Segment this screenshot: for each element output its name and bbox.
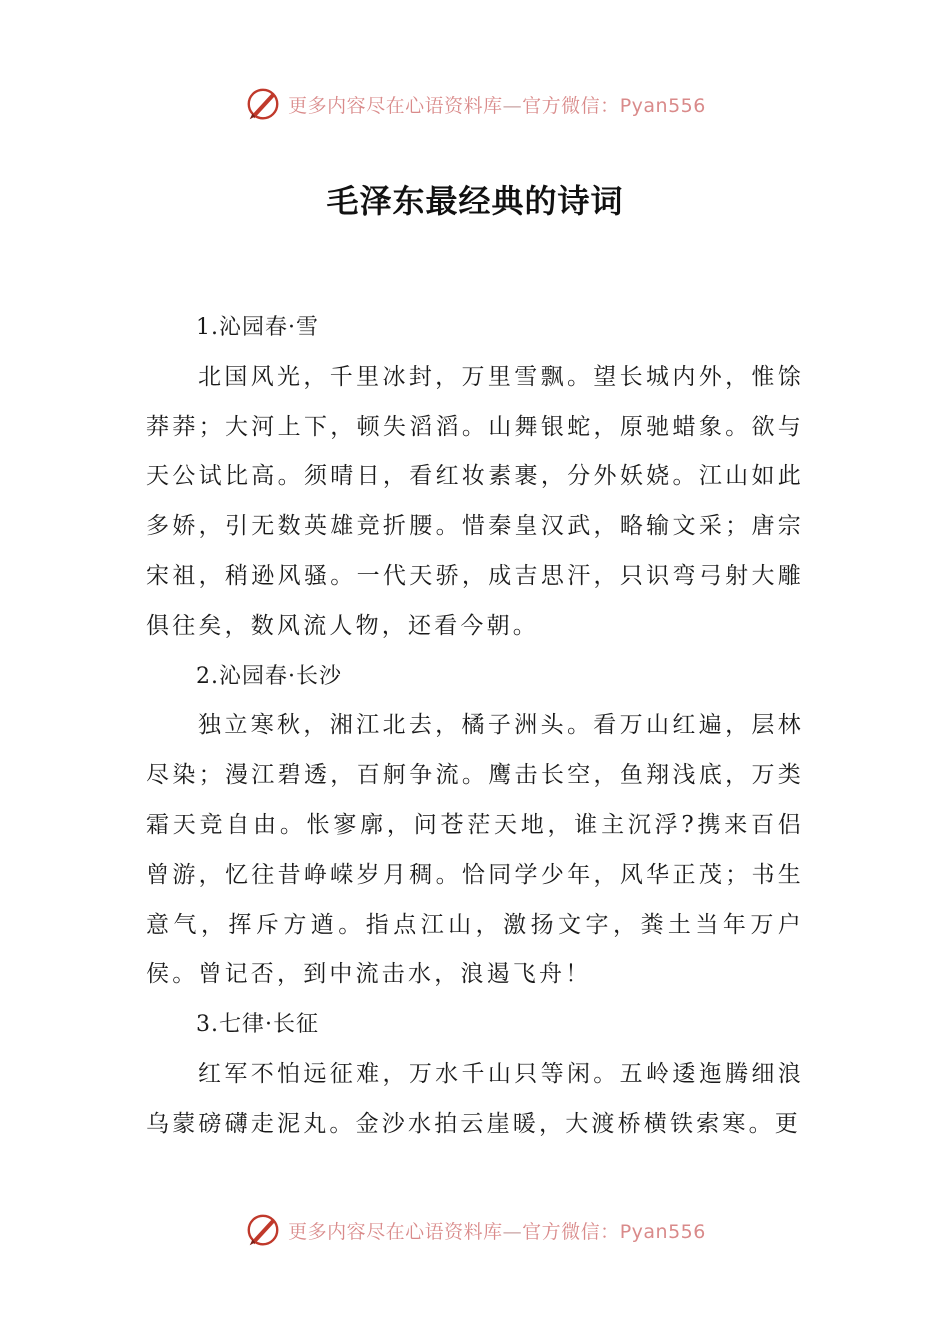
poem-text: 北国风光，千里冰封，万里雪飘。望长城内外，惟馀莽莽；大河上下，顿失滔滔。山舞银蛇，原驰蜡象。欲与天公试比高。须晴日，看红妆素裹，分外妖娆。江山如此多娇，引无数英雄竞折腰。惜秦皇汉武，略输文采；唐宗宋祖，稍逊风骚。一代天骄，成吉思汗，只识弯弓射大雕俱往矣，数风流人物，还看今朝。 [146, 363, 804, 639]
document-body [146, 303, 804, 1150]
poem-text: 红军不怕远征难，万水千山只等闲。五岭逶迤腾细浪乌蒙磅礴走泥丸。金沙水拍云崖暖，大渡桥横铁索寒。更 [146, 1060, 804, 1137]
poem-heading: 3.七律·长征 [196, 1012, 319, 1038]
pen-logo-icon [244, 85, 282, 123]
watermark-text: 更多内容尽在心语资料库—官方微信：Pyan556 [288, 1220, 706, 1243]
poem-heading: 2.沁园春·长沙 [196, 663, 342, 689]
poem-text: 独立寒秋，湘江北去，橘子洲头。看万山红遍，层林尽染；漫江碧透，百舸争流。鹰击长空，鱼翔浅底，万类霜天竞自由。怅寥廓，问苍茫天地，谁主沉浮?携来百侣曾游，忆往昔峥嵘岁月稠。恰同学少年，风华正茂；书生意气，挥斥方遒。指点江山，激扬文字，粪土当年万户侯。曾记否，到中流击水，浪遏飞舟！ [146, 712, 804, 988]
watermark-footer [0, 1210, 950, 1250]
watermark-header [0, 84, 950, 124]
watermark-text: 更多内容尽在心语资料库—官方微信：Pyan556 [288, 94, 706, 117]
poem-heading: 1.沁园春·雪 [196, 315, 319, 340]
pen-logo-icon [244, 1211, 282, 1249]
document-title: 毛泽东最经典的诗词 [326, 182, 624, 220]
